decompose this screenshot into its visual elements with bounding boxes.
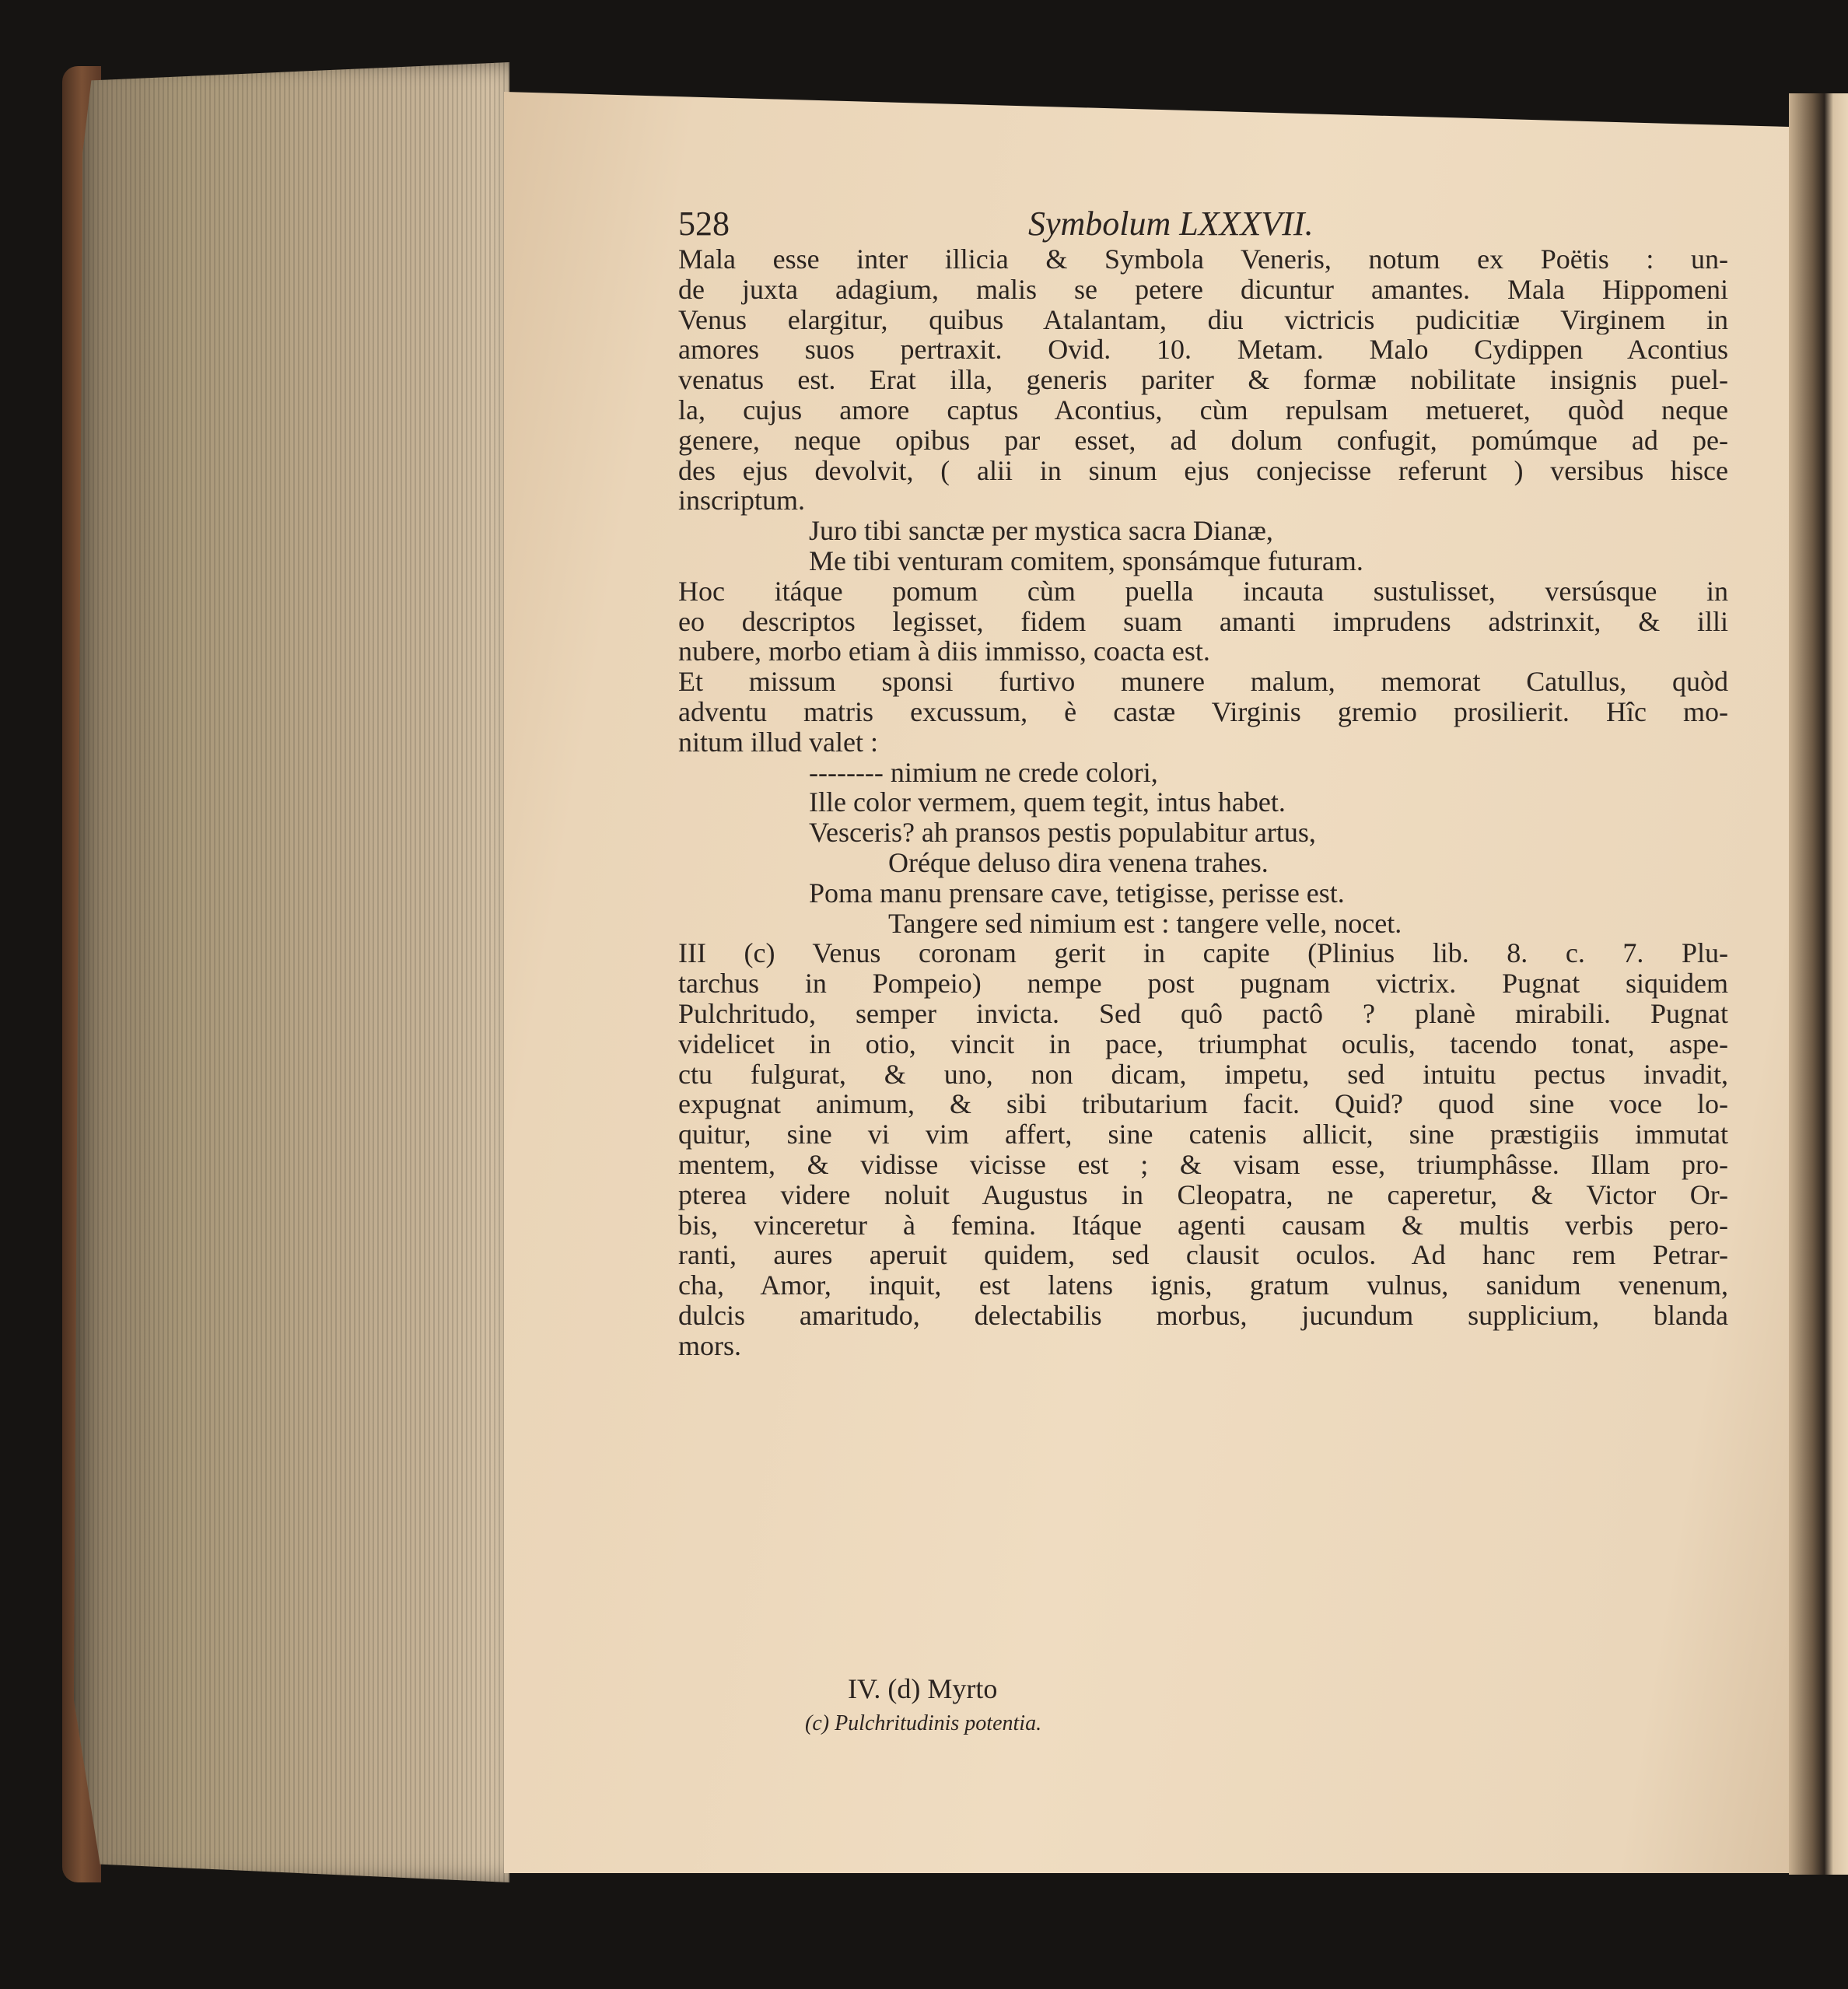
text-line: Venus elargitur, quibus Atalantam, diu victricis pudicitiæ Virginem in	[678, 304, 1728, 335]
text-line: Pulchritudo, semper invicta. Sed quô pactô ? planè mirabili. Pugnat	[678, 998, 1728, 1029]
text-line: quitur, sine vi vim affert, sine catenis allicit, sine præstigiis immutat	[678, 1119, 1728, 1150]
text-line: Mala esse inter illicia & Symbola Veneris, notum ex Poëtis : un-	[678, 244, 1728, 275]
text-line: eo descriptos legisset, fidem suam amanti imprudens adstrinxit, & illi	[678, 606, 1728, 637]
verse-juro	[678, 516, 1728, 576]
text-line: dulcis amaritudo, delectabilis morbus, jucundum supplicium, blanda	[678, 1300, 1728, 1331]
verse-line: Poma manu prensare cave, tetigisse, perisse est.	[809, 877, 1345, 909]
book-gutter	[1789, 93, 1848, 1875]
text-line: Hoc itáque pomum cùm puella incauta sustulisset, versúsque in	[678, 576, 1728, 607]
text-line: adventu matris excussum, è castæ Virginis gremio prosilierit. Hîc mo-	[678, 696, 1728, 727]
text-line: des ejus devolvit, ( alii in sinum ejus conjecisse referunt ) versibus hisce	[678, 455, 1728, 486]
text-line: venatus est. Erat illa, generis pariter & formæ nobilitate insignis puel-	[678, 365, 1728, 395]
text-line: amores suos pertraxit. Ovid. 10. Metam. Malo Cydippen Acontius	[678, 334, 1728, 366]
page-text	[678, 204, 1728, 1360]
verse-line: -------- nimium ne crede colori,	[809, 756, 1158, 788]
text-line: inscriptum.	[678, 485, 805, 517]
verse-line: Ille color vermem, quem tegit, intus habet.	[809, 786, 1286, 818]
text-line: nitum illud valet :	[678, 727, 878, 758]
text-line: mors.	[678, 1330, 741, 1361]
verse-line: Vesceris? ah pransos pestis populabitur artus,	[809, 817, 1316, 849]
text-line: pterea videre noluit Augustus in Cleopatra, ne caperetur, & Victor Or-	[678, 1179, 1728, 1210]
text-line: mentem, & vidisse vicisse est ; & visam esse, triumphâsse. Illam pro-	[678, 1149, 1728, 1180]
text-line: III (c) Venus coronam gerit in capite (Plinius lib. 8. c. 7. Plu-	[678, 938, 1728, 969]
text-line: videlicet in otio, vincit in pace, triumphat oculis, tacendo tonat, aspe-	[678, 1028, 1728, 1059]
verse-line: Me tibi venturam comitem, sponsámque futuram.	[809, 545, 1363, 576]
running-head-title: Symbolum LXXXVII.	[1028, 205, 1314, 243]
book-fore-edge	[74, 62, 509, 1882]
paragraph-hoc	[678, 576, 1728, 758]
text-line: nubere, morbo etiam à diis immisso, coacta est.	[678, 636, 1210, 667]
text-line: cha, Amor, inquit, est latens ignis, gratum vulnus, sanidum venenum,	[678, 1270, 1728, 1301]
text-line: ranti, aures aperuit quidem, sed clausit oculos. Ad hanc rem Petrar-	[678, 1240, 1728, 1271]
paragraph-iii	[678, 938, 1728, 1360]
verse-line: Juro tibi sanctæ per mystica sacra Dianæ,	[809, 515, 1273, 547]
text-line: bis, vinceretur à femina. Itáque agenti causam & multis verbis pero-	[678, 1210, 1728, 1241]
page-number: 528	[678, 205, 730, 243]
text-line: Et missum sponsi furtivo munere malum, memorat Catullus, quòd	[678, 667, 1728, 697]
text-line: genere, neque opibus par esset, ad dolum confugit, pomúmque ad pe-	[678, 425, 1728, 456]
text-line: tarchus in Pompeio) nempe post pugnam victrix. Pugnat siquidem	[678, 968, 1728, 999]
verse-line: Oréque deluso dira venena trahes.	[888, 846, 1269, 878]
running-head	[678, 204, 1728, 244]
verse-line: Tangere sed nimium est : tangere velle, nocet.	[888, 907, 1402, 939]
text-line: ctu fulgurat, & uno, non dicam, impetu, sed intuitu pectus invadit,	[678, 1059, 1728, 1090]
footnote: (c) Pulchritudinis potentia.	[805, 1711, 1042, 1735]
text-line: la, cujus amore captus Acontius, cùm repulsam metueret, quòd neque	[678, 394, 1728, 425]
paragraph-mala	[678, 244, 1728, 516]
text-line: de juxta adagium, malis se petere dicuntur amantes. Mala Hippomeni	[678, 274, 1728, 305]
text-line: expugnat animum, & sibi tributarium facit. Quid? quod sine voce lo-	[678, 1089, 1728, 1120]
verse-nimium	[678, 758, 1728, 939]
catchword: IV. (d) Myrto	[848, 1673, 998, 1704]
